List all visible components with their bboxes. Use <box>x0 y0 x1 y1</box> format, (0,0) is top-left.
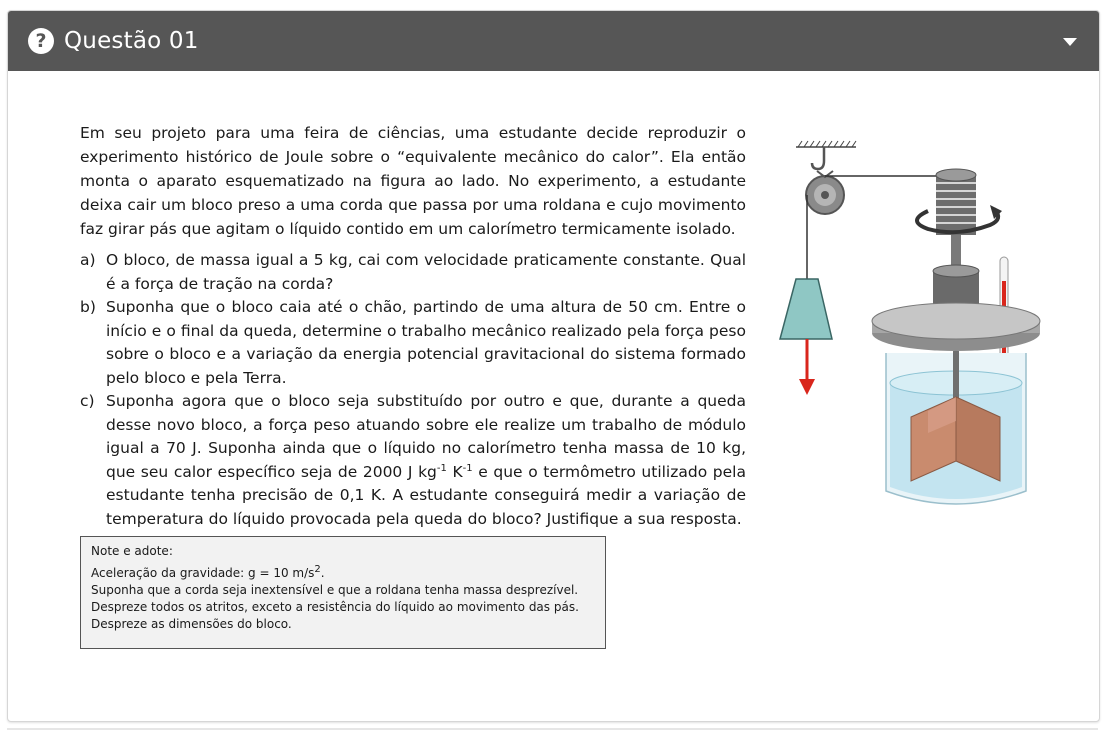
item-text-post: e que o termômetro utilizado pela estudante tenha precisão de 0,1 K. A estudante conseguirá medir a variação de temperatura do líquido provocada pela queda do bloco? Justifique a sua resposta. <box>106 462 746 528</box>
item-letter: c) <box>80 392 95 410</box>
weight-arrow-icon <box>799 339 815 395</box>
note-gravity-end: . <box>320 566 325 580</box>
question-body <box>80 121 746 531</box>
note-box <box>80 536 606 649</box>
ceiling-hatch <box>796 141 856 147</box>
hook-icon <box>812 147 824 169</box>
question-header[interactable] <box>8 11 1099 71</box>
spindle-coil <box>936 169 976 235</box>
note-gravity <box>91 565 595 582</box>
pulley-icon <box>806 171 844 214</box>
falling-block <box>780 279 832 339</box>
note-line-rope: Suponha que a corda seja inextensível e que a roldana tenha massa desprezível. <box>91 583 579 597</box>
note-line-friction: Despreze todos os atritos, exceto a resistência do líquido ao movimento das pás. <box>91 600 579 614</box>
item-text: Suponha que o bloco caia até o chão, partindo de uma altura de 50 cm. Entre o início e o final da queda, determine o trabalho mecânico realizado pela força peso sobre o bloco e a variação da energia potencial gravitacional do sistema formado pelo bloco e pela Terra. <box>106 298 746 387</box>
unit-kelvin: K <box>446 462 463 481</box>
caret-down-icon[interactable] <box>1063 38 1077 46</box>
item-text: O bloco, de massa igual a 5 kg, cai com velocidade praticamente constante. Qual é a força de tração na corda? <box>106 251 746 293</box>
question-intro: Em seu projeto para uma feira de ciências, uma estudante decide reproduzir o experimento histórico de Joule sobre o “equivalente mecânico do calor”. Ela então monta o aparato esquematizado na figura ao lado. No experimento, a estudante deixa cair um bloco preso a uma corda que passa por uma roldana e cujo movimento faz girar pás que agitam o líquido contido em um calorímetro termicamente isolado. <box>80 124 746 238</box>
exponent: 2 <box>314 564 321 575</box>
item-letter: a) <box>80 251 96 269</box>
note-title: Note e adote: <box>91 544 173 558</box>
question-card <box>7 10 1100 722</box>
item-letter: b) <box>80 298 96 316</box>
question-item-c <box>80 390 746 531</box>
note-line-dimensions: Despreze as dimensões do bloco. <box>91 617 292 631</box>
question-circle-icon: ? <box>28 28 54 54</box>
question-items <box>80 249 746 531</box>
exponent: -1 <box>436 462 447 474</box>
joule-apparatus-figure <box>768 121 1058 521</box>
question-title: Questão 01 <box>64 28 199 54</box>
divider <box>7 728 1098 730</box>
exponent: -1 <box>462 462 473 474</box>
note-gravity-text: Aceleração da gravidade: g = 10 m/s <box>91 566 315 580</box>
item-text-pre: Suponha agora que o bloco seja substituído por outro e que, durante a queda desse novo bloco, a força peso atuando sobre ele realize um trabalho de módulo igual a 70 J. Suponha ainda que o líquido no calorímetro tenha massa de 10 kg, que seu calor específico seja de 2000 J kg <box>106 392 746 481</box>
calorimeter-lid <box>872 303 1040 351</box>
item-text <box>106 392 746 528</box>
question-item-b <box>80 296 746 390</box>
question-item-a <box>80 249 746 296</box>
